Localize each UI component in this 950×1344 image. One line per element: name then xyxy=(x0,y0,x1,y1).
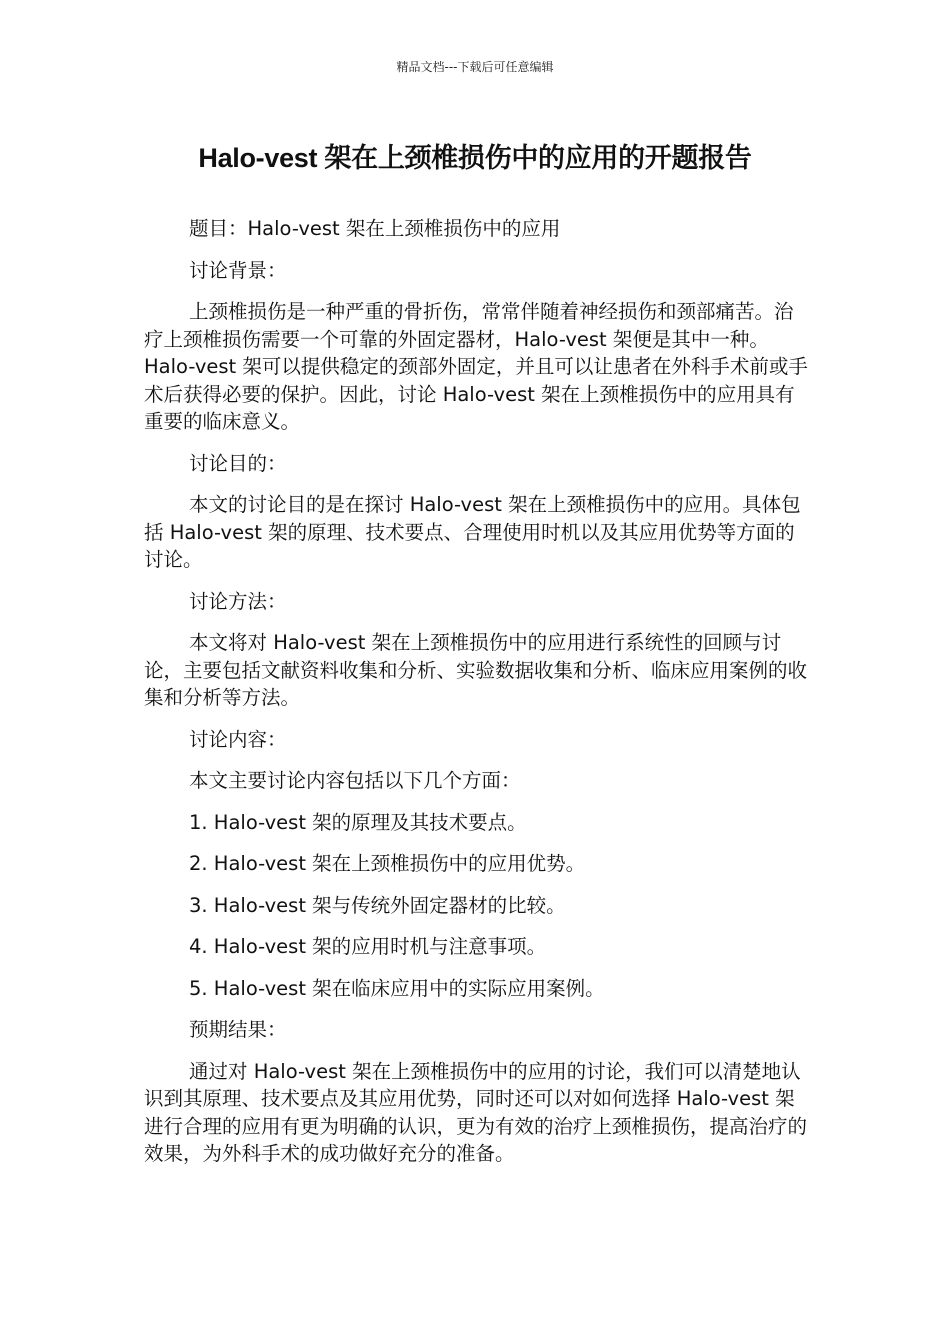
purpose-heading: 讨论目的： xyxy=(189,451,287,475)
list-item: 1. Halo-vest 架的原理及其技术要点。 xyxy=(189,810,527,834)
method-heading: 讨论方法： xyxy=(189,589,287,613)
subject-line: 题目：Halo-vest 架在上颈椎损伤中的应用 xyxy=(189,217,561,240)
content-intro: 本文主要讨论内容包括以下几个方面： xyxy=(189,769,521,792)
list-item: 3. Halo-vest 架与传统外固定器材的比较。 xyxy=(189,893,566,917)
content-heading: 讨论内容： xyxy=(189,727,287,751)
document-body xyxy=(144,215,810,1168)
results-heading: 预期结果： xyxy=(189,1018,287,1041)
page-header: 精品文档---下载后可任意编辑 xyxy=(396,60,554,74)
method-paragraph: 本文将对 Halo-vest 架在上颈椎损伤中的应用进行系统性的回顾与讨论，主要包括文献资料收集和分析、实验数据收集和分析、临床应用案例的收集和分析等方法。 xyxy=(144,631,808,709)
purpose-paragraph: 本文的讨论目的是在探讨 Halo-vest 架在上颈椎损伤中的应用。具体包括 Halo-vest 架的原理、技术要点、合理使用时机以及其应用优势等方面的讨论。 xyxy=(144,493,801,571)
background-paragraph: 上颈椎损伤是一种严重的骨折伤，常常伴随着神经损伤和颈部痛苦。治疗上颈椎损伤需要一个可靠的外固定器材，Halo-vest 架便是其中一种。Halo-vest 架可以提供稳定的颈部外固定，并且可以让患者在外科手术前或手术后获得必要的保护。因此，讨论 Halo-vest 架在上颈椎损伤中的应用具有重要的临床意义。 xyxy=(144,300,808,433)
document-title: Halo-vest 架在上颈椎损伤中的应用的开题报告 xyxy=(198,143,752,173)
list-item: 2. Halo-vest 架在上颈椎损伤中的应用优势。 xyxy=(189,852,586,875)
list-item: 5. Halo-vest 架在临床应用中的实际应用案例。 xyxy=(189,976,605,1000)
results-paragraph: 通过对 Halo-vest 架在上颈椎损伤中的应用的讨论，我们可以清楚地认识到其原理、技术要点及其应用优势，同时还可以对如何选择 Halo-vest 架进行合理的应用有更为明确的认识，更为有效的治疗上颈椎损伤，提高治疗的效果，为外科手术的成功做好充分的准备。 xyxy=(144,1059,808,1165)
list-item: 4. Halo-vest 架的应用时机与注意事项。 xyxy=(189,935,547,958)
background-heading: 讨论背景： xyxy=(189,258,287,282)
